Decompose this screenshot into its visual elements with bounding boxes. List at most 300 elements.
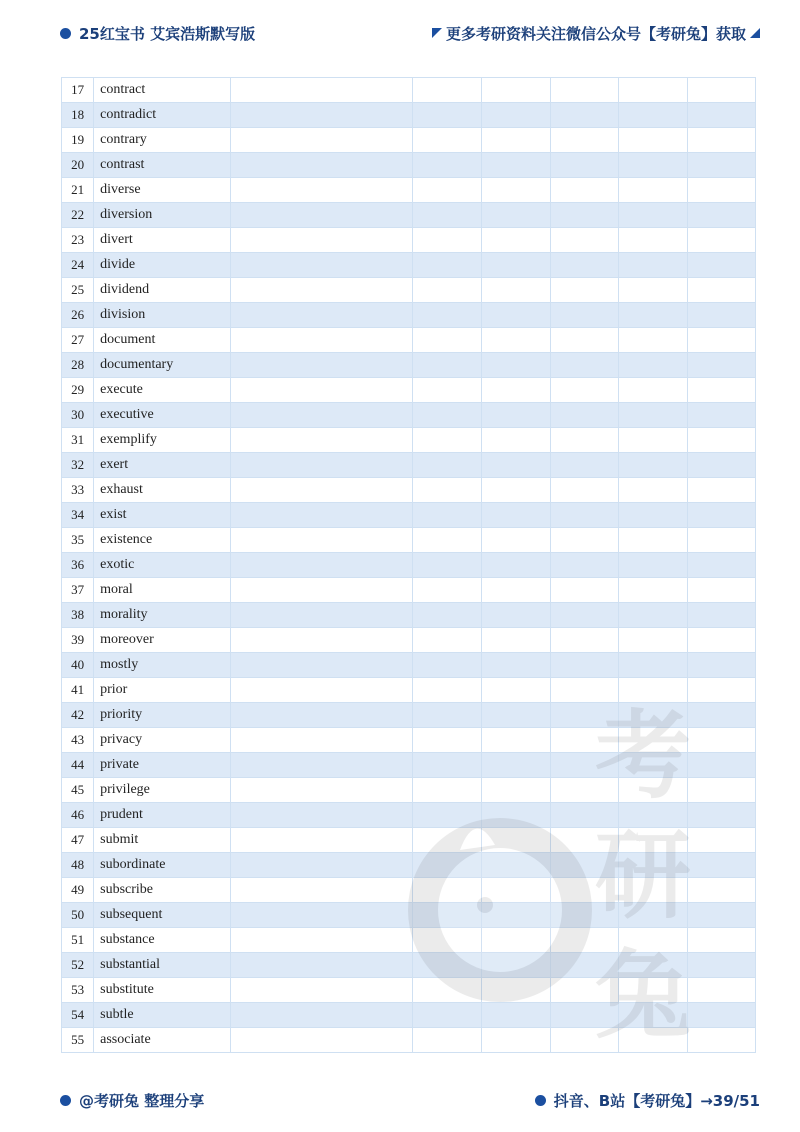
dictation-cell[interactable] xyxy=(551,778,619,803)
dictation-cell[interactable] xyxy=(481,1003,550,1028)
dictation-cell[interactable] xyxy=(481,703,550,728)
dictation-cell[interactable] xyxy=(230,678,413,703)
dictation-cell[interactable] xyxy=(481,503,550,528)
header-promo: 更多考研资料关注微信公众号【考研兔】获取 xyxy=(445,24,746,43)
row-number: 19 xyxy=(62,128,94,153)
dictation-cell[interactable] xyxy=(230,653,413,678)
dictation-cell[interactable] xyxy=(413,403,481,428)
dictation-cell[interactable] xyxy=(230,778,413,803)
dictation-cell[interactable] xyxy=(230,878,413,903)
dictation-cell[interactable] xyxy=(551,753,619,778)
dictation-cell[interactable] xyxy=(413,678,481,703)
dictation-cell[interactable] xyxy=(413,503,481,528)
table-row xyxy=(62,578,756,603)
dictation-cell[interactable] xyxy=(687,753,755,778)
dictation-cell[interactable] xyxy=(481,878,550,903)
dictation-cell[interactable] xyxy=(413,853,481,878)
dictation-cell[interactable] xyxy=(481,403,550,428)
table-row xyxy=(62,528,756,553)
dictation-cell[interactable] xyxy=(687,578,755,603)
dictation-cell[interactable] xyxy=(687,653,755,678)
table-row xyxy=(62,753,756,778)
bullet-dot-icon xyxy=(60,28,71,39)
dictation-cell[interactable] xyxy=(687,628,755,653)
dictation-cell[interactable] xyxy=(551,478,619,503)
dictation-cell[interactable] xyxy=(551,603,619,628)
footer-left xyxy=(60,1090,204,1111)
dictation-cell[interactable] xyxy=(481,353,550,378)
dictation-cell[interactable] xyxy=(230,803,413,828)
row-word: subsequent xyxy=(94,903,231,928)
row-number: 50 xyxy=(62,903,94,928)
dictation-cell[interactable] xyxy=(230,978,413,1003)
dictation-cell[interactable] xyxy=(619,628,687,653)
row-number: 53 xyxy=(62,978,94,1003)
row-word: privacy xyxy=(94,728,231,753)
header-left xyxy=(60,23,255,44)
corner-triangle-icon xyxy=(432,28,442,38)
dictation-cell[interactable] xyxy=(413,603,481,628)
dictation-cell[interactable] xyxy=(687,928,755,953)
dictation-cell[interactable] xyxy=(619,253,687,278)
row-number: 45 xyxy=(62,778,94,803)
dictation-cell[interactable] xyxy=(230,603,413,628)
dictation-cell[interactable] xyxy=(413,278,481,303)
dictation-cell[interactable] xyxy=(230,1028,413,1053)
dictation-cell[interactable] xyxy=(230,703,413,728)
dictation-cell[interactable] xyxy=(687,953,755,978)
dictation-cell[interactable] xyxy=(413,728,481,753)
dictation-cell[interactable] xyxy=(230,578,413,603)
row-word: moral xyxy=(94,578,231,603)
dictation-cell[interactable] xyxy=(230,403,413,428)
dictation-cell[interactable] xyxy=(413,253,481,278)
dictation-cell[interactable] xyxy=(687,203,755,228)
dictation-cell[interactable] xyxy=(551,853,619,878)
row-number: 17 xyxy=(62,78,94,103)
dictation-cell[interactable] xyxy=(481,178,550,203)
dictation-cell[interactable] xyxy=(413,1028,481,1053)
dictation-cell[interactable] xyxy=(687,78,755,103)
dictation-cell[interactable] xyxy=(481,203,550,228)
dictation-cell[interactable] xyxy=(413,778,481,803)
dictation-cell[interactable] xyxy=(687,778,755,803)
dictation-cell[interactable] xyxy=(551,803,619,828)
dictation-cell[interactable] xyxy=(687,503,755,528)
dictation-cell[interactable] xyxy=(230,453,413,478)
dictation-cell[interactable] xyxy=(481,1028,550,1053)
dictation-cell[interactable] xyxy=(230,353,413,378)
dictation-cell[interactable] xyxy=(481,253,550,278)
dictation-cell[interactable] xyxy=(481,678,550,703)
dictation-cell[interactable] xyxy=(687,728,755,753)
table-row xyxy=(62,778,756,803)
dictation-cell[interactable] xyxy=(619,978,687,1003)
dictation-cell[interactable] xyxy=(687,478,755,503)
footer-page-info: 抖音、B站【考研兔】→39/51 xyxy=(553,1091,760,1110)
dictation-cell[interactable] xyxy=(230,503,413,528)
table-row xyxy=(62,728,756,753)
row-word: contrast xyxy=(94,153,231,178)
table-row xyxy=(62,903,756,928)
dictation-cell[interactable] xyxy=(481,528,550,553)
dictation-cell[interactable] xyxy=(687,828,755,853)
dictation-cell[interactable] xyxy=(551,253,619,278)
dictation-cell[interactable] xyxy=(413,878,481,903)
dictation-cell[interactable] xyxy=(481,328,550,353)
dictation-cell[interactable] xyxy=(619,578,687,603)
dictation-cell[interactable] xyxy=(413,178,481,203)
row-word: private xyxy=(94,753,231,778)
dictation-cell[interactable] xyxy=(481,278,550,303)
dictation-cell[interactable] xyxy=(687,1003,755,1028)
dictation-cell[interactable] xyxy=(619,228,687,253)
dictation-cell[interactable] xyxy=(619,553,687,578)
dictation-cell[interactable] xyxy=(551,128,619,153)
dictation-cell[interactable] xyxy=(687,328,755,353)
dictation-cell[interactable] xyxy=(413,103,481,128)
dictation-cell[interactable] xyxy=(687,453,755,478)
dictation-cell[interactable] xyxy=(619,603,687,628)
dictation-cell[interactable] xyxy=(413,328,481,353)
row-word: associate xyxy=(94,1028,231,1053)
table-row xyxy=(62,678,756,703)
dictation-cell[interactable] xyxy=(619,203,687,228)
dictation-cell[interactable] xyxy=(687,128,755,153)
dictation-cell[interactable] xyxy=(413,228,481,253)
dictation-cell[interactable] xyxy=(481,303,550,328)
dictation-cell[interactable] xyxy=(687,403,755,428)
dictation-cell[interactable] xyxy=(551,903,619,928)
page-footer xyxy=(60,1087,760,1113)
dictation-cell[interactable] xyxy=(687,428,755,453)
row-number: 41 xyxy=(62,678,94,703)
row-number: 26 xyxy=(62,303,94,328)
dictation-cell[interactable] xyxy=(619,303,687,328)
dictation-cell[interactable] xyxy=(619,478,687,503)
dictation-cell[interactable] xyxy=(413,553,481,578)
dictation-cell[interactable] xyxy=(481,828,550,853)
dictation-cell[interactable] xyxy=(687,153,755,178)
dictation-cell[interactable] xyxy=(481,653,550,678)
dictation-cell[interactable] xyxy=(481,153,550,178)
dictation-cell[interactable] xyxy=(551,453,619,478)
dictation-cell[interactable] xyxy=(687,303,755,328)
dictation-cell[interactable] xyxy=(619,703,687,728)
dictation-cell[interactable] xyxy=(619,728,687,753)
dictation-cell[interactable] xyxy=(687,978,755,1003)
row-number: 43 xyxy=(62,728,94,753)
dictation-cell[interactable] xyxy=(481,853,550,878)
dictation-cell[interactable] xyxy=(413,128,481,153)
row-number: 21 xyxy=(62,178,94,203)
dictation-cell[interactable] xyxy=(551,628,619,653)
dictation-cell[interactable] xyxy=(619,153,687,178)
dictation-cell[interactable] xyxy=(619,1003,687,1028)
dictation-cell[interactable] xyxy=(619,128,687,153)
dictation-cell[interactable] xyxy=(619,753,687,778)
row-number: 34 xyxy=(62,503,94,528)
dictation-cell[interactable] xyxy=(687,178,755,203)
dictation-cell[interactable] xyxy=(230,903,413,928)
dictation-cell[interactable] xyxy=(687,1028,755,1053)
dictation-cell[interactable] xyxy=(230,78,413,103)
row-number: 39 xyxy=(62,628,94,653)
dictation-cell[interactable] xyxy=(619,828,687,853)
dictation-cell[interactable] xyxy=(230,628,413,653)
dictation-cell[interactable] xyxy=(687,678,755,703)
dictation-cell[interactable] xyxy=(687,528,755,553)
dictation-cell[interactable] xyxy=(481,978,550,1003)
dictation-cell[interactable] xyxy=(230,328,413,353)
dictation-cell[interactable] xyxy=(619,678,687,703)
dictation-cell[interactable] xyxy=(413,803,481,828)
dictation-cell[interactable] xyxy=(230,178,413,203)
dictation-cell[interactable] xyxy=(413,203,481,228)
dictation-cell[interactable] xyxy=(687,903,755,928)
dictation-cell[interactable] xyxy=(619,778,687,803)
dictation-cell[interactable] xyxy=(481,78,550,103)
dictation-cell[interactable] xyxy=(413,303,481,328)
dictation-cell[interactable] xyxy=(481,378,550,403)
header-title: 25红宝书 艾宾浩斯默写版 xyxy=(79,24,256,43)
dictation-cell[interactable] xyxy=(551,378,619,403)
dictation-cell[interactable] xyxy=(481,553,550,578)
dictation-cell[interactable] xyxy=(551,503,619,528)
dictation-cell[interactable] xyxy=(413,653,481,678)
dictation-cell[interactable] xyxy=(687,878,755,903)
dictation-cell[interactable] xyxy=(551,203,619,228)
dictation-cell[interactable] xyxy=(230,478,413,503)
table-body xyxy=(62,78,756,1053)
footer-credit: @考研兔 整理分享 xyxy=(79,1091,205,1110)
dictation-cell[interactable] xyxy=(230,378,413,403)
dictation-cell[interactable] xyxy=(230,853,413,878)
dictation-cell[interactable] xyxy=(413,903,481,928)
dictation-cell[interactable] xyxy=(481,128,550,153)
dictation-cell[interactable] xyxy=(687,353,755,378)
dictation-cell[interactable] xyxy=(551,978,619,1003)
dictation-cell[interactable] xyxy=(413,828,481,853)
row-word: moreover xyxy=(94,628,231,653)
dictation-cell[interactable] xyxy=(619,378,687,403)
dictation-cell[interactable] xyxy=(551,278,619,303)
dictation-cell[interactable] xyxy=(230,278,413,303)
row-number: 38 xyxy=(62,603,94,628)
dictation-cell[interactable] xyxy=(413,703,481,728)
dictation-cell[interactable] xyxy=(230,128,413,153)
dictation-cell[interactable] xyxy=(413,978,481,1003)
dictation-cell[interactable] xyxy=(687,378,755,403)
table-row xyxy=(62,128,756,153)
dictation-cell[interactable] xyxy=(551,328,619,353)
dictation-cell[interactable] xyxy=(619,428,687,453)
row-number: 23 xyxy=(62,228,94,253)
dictation-cell[interactable] xyxy=(413,628,481,653)
dictation-cell[interactable] xyxy=(481,453,550,478)
dictation-cell[interactable] xyxy=(619,953,687,978)
table-row xyxy=(62,103,756,128)
dictation-cell[interactable] xyxy=(687,853,755,878)
dictation-cell[interactable] xyxy=(551,153,619,178)
dictation-cell[interactable] xyxy=(481,478,550,503)
row-number: 55 xyxy=(62,1028,94,1053)
dictation-cell[interactable] xyxy=(481,103,550,128)
table-row xyxy=(62,653,756,678)
dictation-cell[interactable] xyxy=(413,753,481,778)
dictation-cell[interactable] xyxy=(687,553,755,578)
dictation-cell[interactable] xyxy=(551,103,619,128)
row-word: existence xyxy=(94,528,231,553)
dictation-cell[interactable] xyxy=(413,153,481,178)
dictation-cell[interactable] xyxy=(481,953,550,978)
dictation-cell[interactable] xyxy=(687,603,755,628)
dictation-cell[interactable] xyxy=(481,603,550,628)
dictation-cell[interactable] xyxy=(481,228,550,253)
table-row xyxy=(62,428,756,453)
row-word: dividend xyxy=(94,278,231,303)
row-word: privilege xyxy=(94,778,231,803)
table-row xyxy=(62,353,756,378)
dictation-cell[interactable] xyxy=(687,228,755,253)
row-number: 48 xyxy=(62,853,94,878)
dictation-cell[interactable] xyxy=(551,828,619,853)
row-word: exemplify xyxy=(94,428,231,453)
dictation-cell[interactable] xyxy=(230,103,413,128)
dictation-cell[interactable] xyxy=(481,928,550,953)
dictation-cell[interactable] xyxy=(230,753,413,778)
dictation-cell[interactable] xyxy=(551,653,619,678)
dictation-cell[interactable] xyxy=(687,253,755,278)
dictation-cell[interactable] xyxy=(230,928,413,953)
dictation-cell[interactable] xyxy=(619,803,687,828)
row-number: 32 xyxy=(62,453,94,478)
dictation-cell[interactable] xyxy=(551,553,619,578)
dictation-cell[interactable] xyxy=(481,728,550,753)
row-word: substitute xyxy=(94,978,231,1003)
dictation-cell[interactable] xyxy=(413,353,481,378)
row-word: exotic xyxy=(94,553,231,578)
dictation-cell[interactable] xyxy=(619,503,687,528)
dictation-cell[interactable] xyxy=(687,278,755,303)
dictation-cell[interactable] xyxy=(619,178,687,203)
dictation-cell[interactable] xyxy=(413,78,481,103)
dictation-cell[interactable] xyxy=(619,928,687,953)
row-number: 49 xyxy=(62,878,94,903)
dictation-cell[interactable] xyxy=(413,378,481,403)
dictation-cell[interactable] xyxy=(230,828,413,853)
dictation-cell[interactable] xyxy=(413,953,481,978)
dictation-cell[interactable] xyxy=(551,1028,619,1053)
dictation-cell[interactable] xyxy=(230,303,413,328)
dictation-cell[interactable] xyxy=(619,78,687,103)
dictation-cell[interactable] xyxy=(551,428,619,453)
dictation-cell[interactable] xyxy=(551,728,619,753)
dictation-cell[interactable] xyxy=(230,153,413,178)
dictation-cell[interactable] xyxy=(619,278,687,303)
dictation-cell[interactable] xyxy=(551,228,619,253)
dictation-cell[interactable] xyxy=(481,428,550,453)
row-word: subordinate xyxy=(94,853,231,878)
dictation-cell[interactable] xyxy=(551,928,619,953)
row-word: exhaust xyxy=(94,478,231,503)
row-word: exert xyxy=(94,453,231,478)
dictation-cell[interactable] xyxy=(687,803,755,828)
dictation-cell[interactable] xyxy=(619,1028,687,1053)
dictation-cell[interactable] xyxy=(551,353,619,378)
dictation-cell[interactable] xyxy=(619,853,687,878)
row-word: document xyxy=(94,328,231,353)
dictation-cell[interactable] xyxy=(230,953,413,978)
dictation-cell[interactable] xyxy=(413,478,481,503)
dictation-cell[interactable] xyxy=(551,178,619,203)
table-row xyxy=(62,328,756,353)
dictation-cell[interactable] xyxy=(619,528,687,553)
row-number: 52 xyxy=(62,953,94,978)
dictation-cell[interactable] xyxy=(551,78,619,103)
dictation-cell[interactable] xyxy=(230,553,413,578)
dictation-cell[interactable] xyxy=(481,778,550,803)
dictation-cell[interactable] xyxy=(687,103,755,128)
table-row xyxy=(62,378,756,403)
table-row xyxy=(62,828,756,853)
row-number: 44 xyxy=(62,753,94,778)
dictation-cell[interactable] xyxy=(481,628,550,653)
dictation-cell[interactable] xyxy=(619,353,687,378)
dictation-cell[interactable] xyxy=(551,403,619,428)
dictation-cell[interactable] xyxy=(481,753,550,778)
dictation-cell[interactable] xyxy=(230,428,413,453)
dictation-cell[interactable] xyxy=(230,728,413,753)
row-number: 46 xyxy=(62,803,94,828)
dictation-cell[interactable] xyxy=(551,1003,619,1028)
dictation-cell[interactable] xyxy=(619,453,687,478)
dictation-cell[interactable] xyxy=(551,303,619,328)
dictation-cell[interactable] xyxy=(619,903,687,928)
dictation-cell[interactable] xyxy=(619,403,687,428)
dictation-cell[interactable] xyxy=(230,203,413,228)
dictation-cell[interactable] xyxy=(413,1003,481,1028)
dictation-cell[interactable] xyxy=(413,578,481,603)
dictation-cell[interactable] xyxy=(413,928,481,953)
dictation-cell[interactable] xyxy=(619,653,687,678)
dictation-cell[interactable] xyxy=(551,528,619,553)
dictation-cell[interactable] xyxy=(230,528,413,553)
row-number: 28 xyxy=(62,353,94,378)
dictation-cell[interactable] xyxy=(481,578,550,603)
row-word: substantial xyxy=(94,953,231,978)
header-right xyxy=(432,23,760,44)
dictation-cell[interactable] xyxy=(551,703,619,728)
dictation-cell[interactable] xyxy=(230,1003,413,1028)
dictation-cell[interactable] xyxy=(551,953,619,978)
dictation-cell[interactable] xyxy=(230,253,413,278)
dictation-cell[interactable] xyxy=(619,328,687,353)
dictation-cell[interactable] xyxy=(481,903,550,928)
dictation-cell[interactable] xyxy=(551,678,619,703)
dictation-cell[interactable] xyxy=(619,878,687,903)
dictation-cell[interactable] xyxy=(551,878,619,903)
dictation-cell[interactable] xyxy=(481,803,550,828)
dictation-cell[interactable] xyxy=(413,453,481,478)
dictation-cell[interactable] xyxy=(413,528,481,553)
dictation-cell[interactable] xyxy=(551,578,619,603)
dictation-cell[interactable] xyxy=(687,703,755,728)
dictation-cell[interactable] xyxy=(230,228,413,253)
dictation-cell[interactable] xyxy=(619,103,687,128)
dictation-cell[interactable] xyxy=(413,428,481,453)
row-number: 24 xyxy=(62,253,94,278)
